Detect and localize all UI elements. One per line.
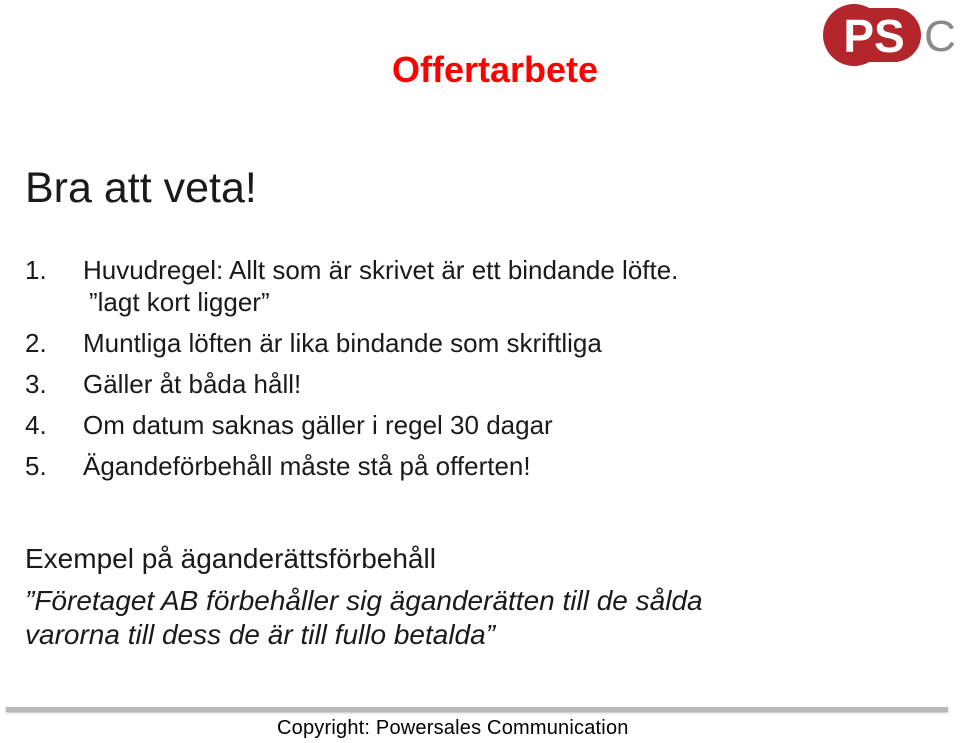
list-item-note: ”lagt kort ligger” (89, 287, 270, 317)
list-item (25, 256, 925, 316)
list-item-text: Ägandeförbehåll måste stå på offerten! (83, 451, 531, 481)
list-item (25, 411, 925, 439)
list-item-text: Muntliga löften är lika bindande som skriftliga (83, 328, 602, 358)
section-heading: Bra att veta! (25, 164, 257, 212)
example-quote: ”Företaget AB förbehåller sig äganderätten till de sålda varorna till dess de är till fullo betalda” (25, 585, 703, 650)
list-item (25, 452, 925, 480)
footer-divider (6, 707, 948, 712)
example-title: Exempel på äganderättsförbehåll (25, 543, 436, 574)
list-item-text: Om datum saknas gäller i regel 30 dagar (83, 410, 553, 440)
list-item (25, 370, 925, 398)
list-item (25, 329, 925, 357)
copyright-text: Copyright: Powersales Communication (277, 717, 629, 739)
list-item-text: Huvudregel: Allt som är skrivet är ett bindande löfte. (83, 255, 679, 285)
list-item-number: 3. (25, 369, 47, 399)
list-item-number: 2. (25, 328, 47, 358)
psc-logo-icon (822, 2, 960, 68)
list-item-number: 5. (25, 451, 47, 481)
list-item-text: Gäller åt båda håll! (83, 369, 302, 399)
logo-text-bold: PS (843, 10, 905, 62)
rules-list (25, 256, 925, 493)
list-item-number: 4. (25, 410, 47, 440)
slide-title: Offertarbete (391, 49, 599, 90)
list-item-number: 1. (25, 255, 47, 285)
logo-text-light: C (924, 12, 956, 61)
